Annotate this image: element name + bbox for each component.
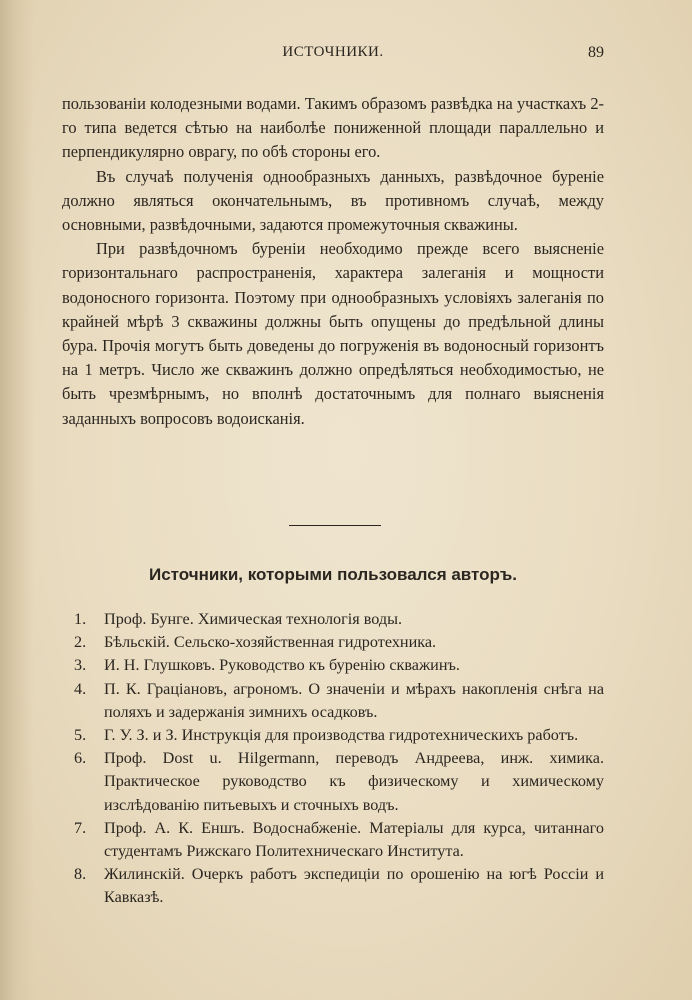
source-number: 7.	[74, 818, 87, 837]
page-number: 89	[588, 44, 604, 61]
source-text: Жилинскій. Очеркъ работъ экспедиціи по орошенію на югѣ Россіи и Кавказѣ.	[104, 865, 604, 907]
body-paragraph: Въ случаѣ полученія однообразныхъ данныхъ, развѣдочное буреніе должно являться окончательнымъ, въ противномъ случаѣ, между основными, развѣдочными, задаются промежуточныя скважины.	[62, 166, 604, 235]
running-title: ИСТОЧНИКИ.	[282, 44, 384, 60]
source-number: 8.	[74, 865, 87, 884]
source-item	[74, 747, 604, 817]
sources-heading: Источники, которыми пользовался авторъ.	[148, 565, 518, 584]
source-item	[74, 654, 604, 677]
source-text: Проф. Dost u. Hilgermann, переводъ Андреева, инж. химика. Практическое руководство къ физическому и химическому изслѣдованію питьевыхъ и сточныхъ водъ.	[104, 749, 604, 814]
body-paragraph: При развѣдочномъ буреніи необходимо прежде всего выясненіе горизонтальнаго распространенія, характера залеганія и мощности водоносного горизонта. Поэтому при однообразныхъ условіяхъ залеганія по крайней мѣрѣ 3 скважины должны быть опущены до предѣльной длины бура. Прочія могутъ быть доведены до погруженія въ водоносный горизонтъ на 1 метръ. Число же скважинъ должно опредѣляться необходимостью, не быть чрезмѣрнымъ, но вполнѣ достаточнымъ для полнаго выясненія заданныхъ вопросовъ водоисканія.	[62, 239, 604, 428]
running-head	[62, 44, 604, 66]
source-text: Бѣльскій. Сельско-хозяйственная гидротехника.	[104, 633, 437, 652]
source-number: 4.	[74, 679, 87, 698]
source-item	[74, 817, 604, 863]
source-item	[74, 608, 604, 631]
source-number: 5.	[74, 726, 87, 745]
source-item	[74, 631, 604, 654]
page-spine-shadow	[0, 0, 34, 1000]
body-paragraph: пользованіи колодезными водами. Такимъ образомъ развѣдка на участкахъ 2-го типа ведется сѣтью на наиболѣе пониженной площади параллельно и перпендикулярно оврагу, по обѣ стороны его.	[62, 94, 604, 162]
source-item	[74, 724, 604, 747]
sources-list	[74, 608, 604, 910]
source-number: 2.	[74, 633, 87, 652]
source-item	[74, 863, 604, 909]
source-item	[74, 678, 604, 724]
section-divider	[289, 525, 381, 526]
body-text	[62, 92, 604, 431]
source-text: И. Н. Глушковъ. Руководство къ буренію скважинъ.	[104, 656, 460, 675]
source-text: П. К. Граціановъ, агрономъ. О значеніи и мѣрахъ накопленія снѣга на поляхъ и задержанія зимнихъ осадковъ.	[104, 679, 604, 721]
source-number: 3.	[74, 656, 87, 675]
source-number: 6.	[74, 749, 87, 768]
source-text: Проф. Бунге. Химическая технологія воды.	[104, 610, 403, 628]
source-text: Г. У. З. и З. Инструкція для производства гидротехническихъ работъ.	[104, 726, 579, 745]
source-number: 1.	[74, 610, 87, 628]
source-text: Проф. А. К. Еншъ. Водоснабженіе. Матеріалы для курса, читаннаго студентамъ Рижскаго Политехническаго Института.	[104, 818, 604, 861]
